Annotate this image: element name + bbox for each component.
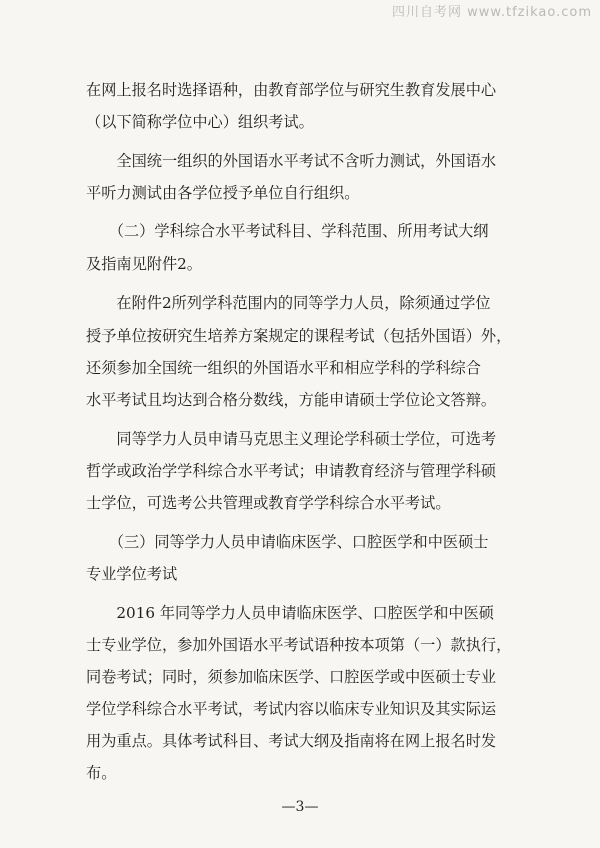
text-line: 学位学科综合水平考试，考试内容以临床专业知识及其实际运 — [86, 700, 497, 718]
text-line: 授予单位按研究生培养方案规定的课程考试（包括外国语）外， — [86, 327, 512, 345]
text-line: 士专业学位，参加外国语水平考试语种按本项第（一）款执行， — [86, 636, 512, 654]
text-line: 士学位，可选考公共管理或教育学学科综合水平考试。 — [86, 494, 451, 512]
text-line: 同等学力人员申请马克思主义理论学科硕士学位，可选考 — [86, 430, 497, 448]
text-line: 在网上报名时选择语种，由教育部学位与研究生教育发展中心 — [86, 81, 497, 99]
text-line: （二）学科综合水平考试科目、学科范围、所用考试大纲 — [86, 222, 489, 240]
text-line: 布。 — [86, 764, 117, 782]
text-line: 在附件2所列学科范围内的同等学力人员，除须通过学位 — [86, 294, 491, 312]
text-line: 专业学位考试 — [86, 565, 178, 583]
text-line: 用为重点。具体考试科目、考试大纲及指南将在网上报名时发 — [86, 732, 497, 750]
text-line: （以下简称学位中心）组织考试。 — [86, 113, 314, 131]
text-line: 还须参加全国统一组织的外国语水平和相应学科的学科综合 — [86, 359, 481, 377]
text-line: （三）同等学力人员申请临床医学、口腔医学和中医硕士 — [86, 533, 489, 551]
text-line: 平听力测试由各学位授予单位自行组织。 — [86, 184, 360, 202]
text-line: 哲学或政治学学科综合水平考试；申请教育经济与管理学科硕 — [86, 462, 497, 480]
text-line: 及指南见附件2。 — [86, 255, 202, 273]
page-number: —3— — [281, 799, 319, 815]
site-watermark: 四川自考网 www.tfzikao.com — [392, 5, 592, 20]
text-line: 全国统一组织的外国语水平考试不含听力测试，外国语水 — [86, 152, 497, 170]
text-line: 2016 年同等学力人员申请临床医学、口腔医学和中医硕 — [86, 604, 494, 622]
text-line: 水平考试且均达到合格分数线，方能申请硕士学位论文答辩。 — [86, 391, 497, 409]
text-line: 同卷考试；同时，须参加临床医学、口腔医学或中医硕士专业 — [86, 668, 497, 686]
